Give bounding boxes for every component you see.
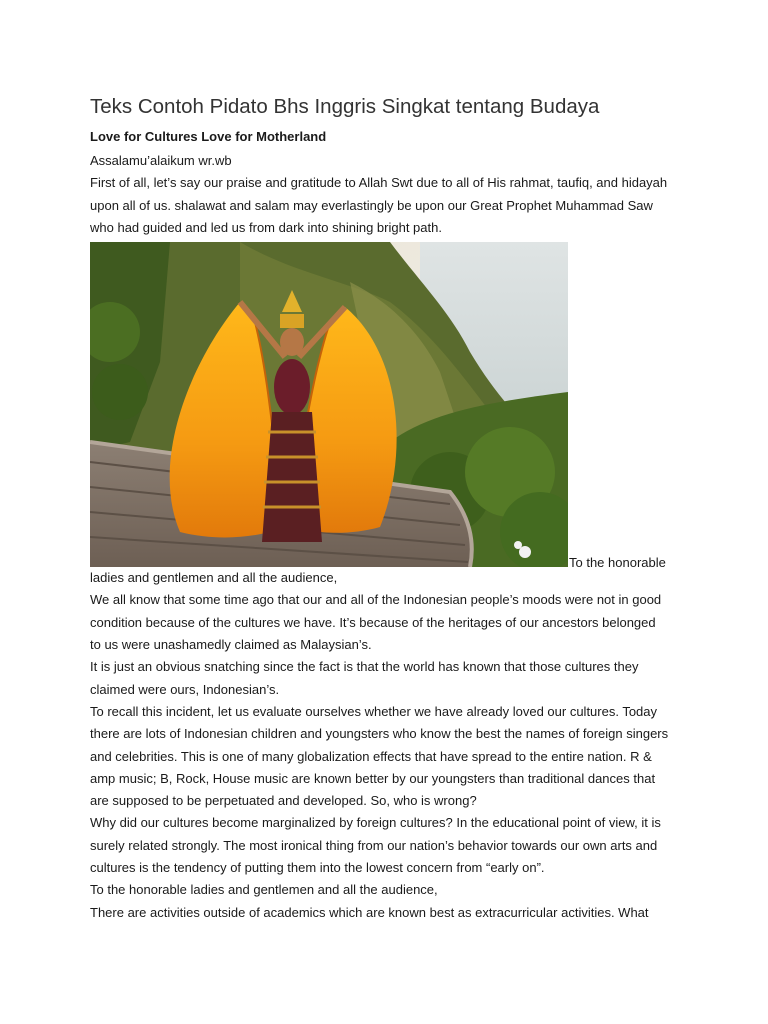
document-page [90,94,682,924]
body-line: ladies and gentlemen and all the audience, [90,570,338,586]
body-line: cultures is the tendency of putting them into the lowest concern from “early on”. [90,860,545,876]
body-line: There are activities outside of academics which are known best as extracurricular activities. What [90,904,649,920]
body-line: To recall this incident, let us evaluate ourselves whether we have already loved our cultures. Today [90,703,658,719]
figure-row [90,239,682,571]
body-line: Why did our cultures become marginalized by foreign cultures? In the educational point of view, it is [90,815,661,831]
greeting-line: Assalamu’alaikum wr.wb [90,153,232,168]
page-title: Teks Contoh Pidato Bhs Inggris Singkat tentang Budaya [90,95,600,118]
body-line: It is just an obvious snatching since the fact is that the world has known that those cultures they [90,659,639,675]
body-line: surely related strongly. The most ironical thing from our nation’s behavior towards our own arts and [90,837,658,853]
inline-text-after-image: To the honorable [569,555,666,571]
body-line: amp music; B, Rock, House music are known better by our youngsters than traditional dances that [90,770,656,786]
intro-line: upon all of us. shalawat and salam may everlastingly be upon our Great Prophet Muhammad Saw [90,197,653,213]
body-line: to us were unashamedly claimed as Malaysian’s. [90,637,372,653]
speech-subtitle: Love for Cultures Love for Motherland [90,129,327,144]
intro-line: First of all, let’s say our praise and gratitude to Allah Swt due to all of His rahmat, taufiq, and hidayah [90,175,668,191]
body-line: claimed were ours, Indonesian’s. [90,681,280,697]
intro-line: who had guided and led us from dark into shining bright path. [90,219,442,235]
dancer-photo [90,242,568,567]
body-line: To the honorable ladies and gentlemen and all the audience, [90,882,438,898]
body-line: there are lots of Indonesian children and youngsters who know the best the names of foreign singers [90,726,669,742]
body-line: condition because of the cultures we have. It’s because of the heritages of our ancestors belonged [90,614,656,630]
body-line: and celebrities. This is one of many globalization effects that have spread to the entire nation. R & [90,748,652,764]
body-line: We all know that some time ago that our and all of the Indonesian people’s moods were not in good [90,592,662,608]
body-line: are supposed to be perpetuated and developed. So, who is wrong? [90,793,477,809]
